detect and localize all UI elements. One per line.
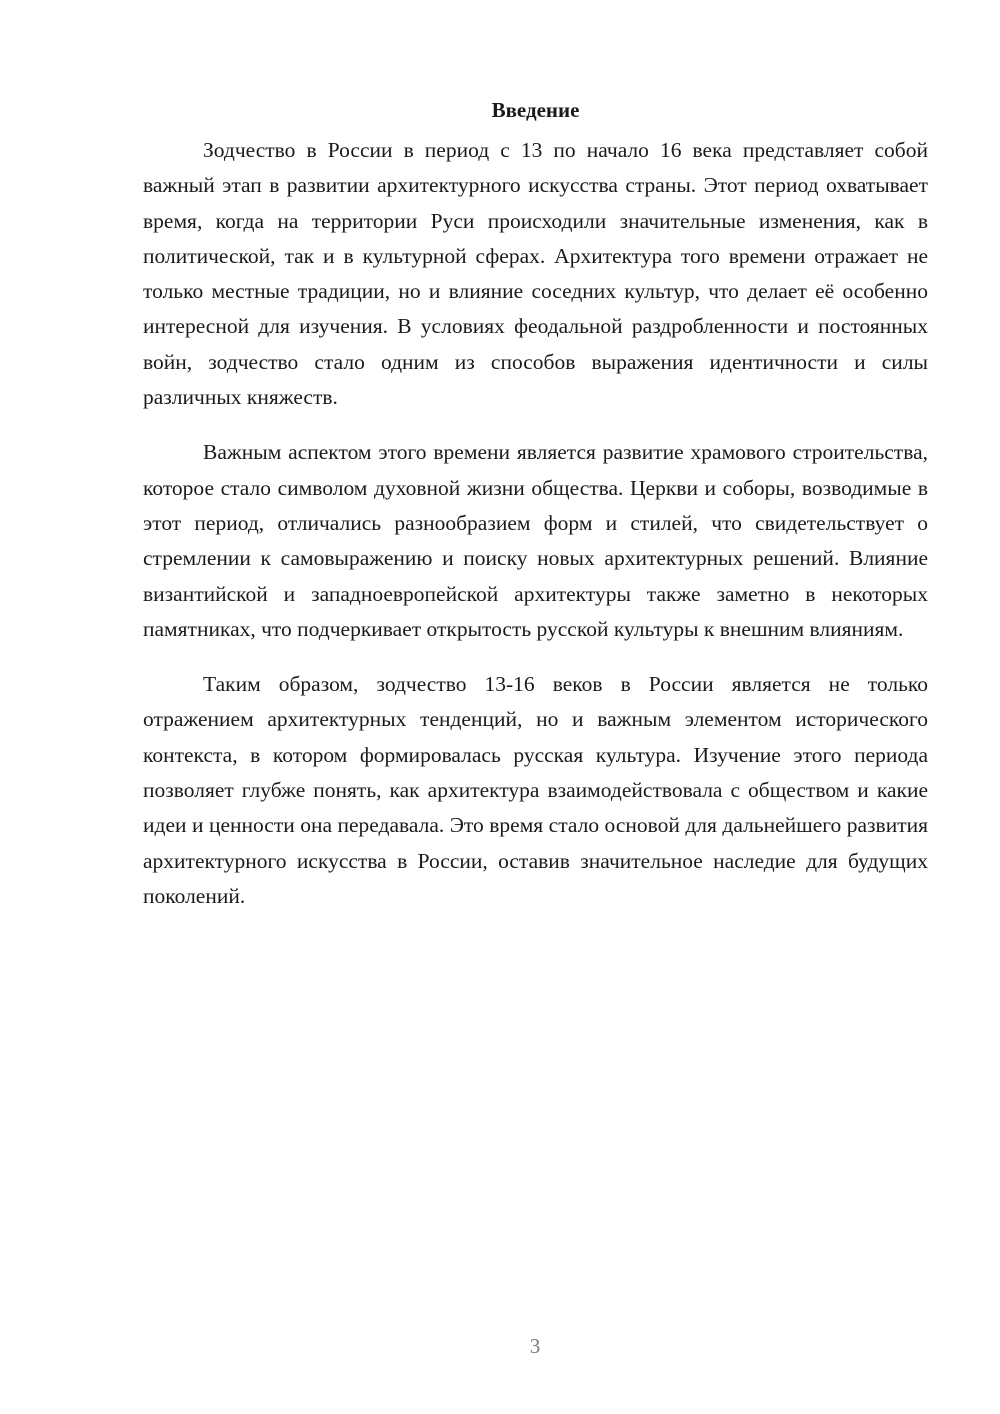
page-number: 3 xyxy=(529,1334,541,1358)
paragraph-2: Важным аспектом этого времени является развитие храмового строительства, которое стало символом духовной жизни общества. Церкви и соборы, возводимые в этот период, отличались разнообразием форм и стилей, что свидетельствует о стремлении к самовыражению и поиску новых архитектурных решений. Влияние византийской и западноевропейской архитектуры также заметно в некоторых памятниках, что подчеркивает открытость русской культуры к внешним влияниям. xyxy=(143,440,928,641)
paragraph-3: Таким образом, зодчество 13-16 веков в России является не только отражением архитектурных тенденций, но и важным элементом исторического контекста, в котором формировалась русская культура. Изучение этого периода позволяет глубже понять, как архитектура взаимодействовала с обществом и какие идеи и ценности она передавала. Это время стало основой для дальнейшего развития архитектурного искусства в России, оставив значительное наследие для будущих поколений. xyxy=(143,672,928,908)
section-heading: Введение xyxy=(491,98,580,122)
paragraph-1: Зодчество в России в период с 13 по начало 16 века представляет собой важный этап в развитии архитектурного искусства страны. Этот период охватывает время, когда на территории Руси происходили значительные изменения, как в политической, так и в культурной сферах. Архитектура того времени отражает не только местные традиции, но и влияние соседних культур, что делает её особенно интересной для изучения. В условиях феодальной раздробленности и постоянных войн, зодчество стало одним из способов выражения идентичности и силы различных княжеств. xyxy=(143,138,928,410)
page-content xyxy=(143,92,928,914)
